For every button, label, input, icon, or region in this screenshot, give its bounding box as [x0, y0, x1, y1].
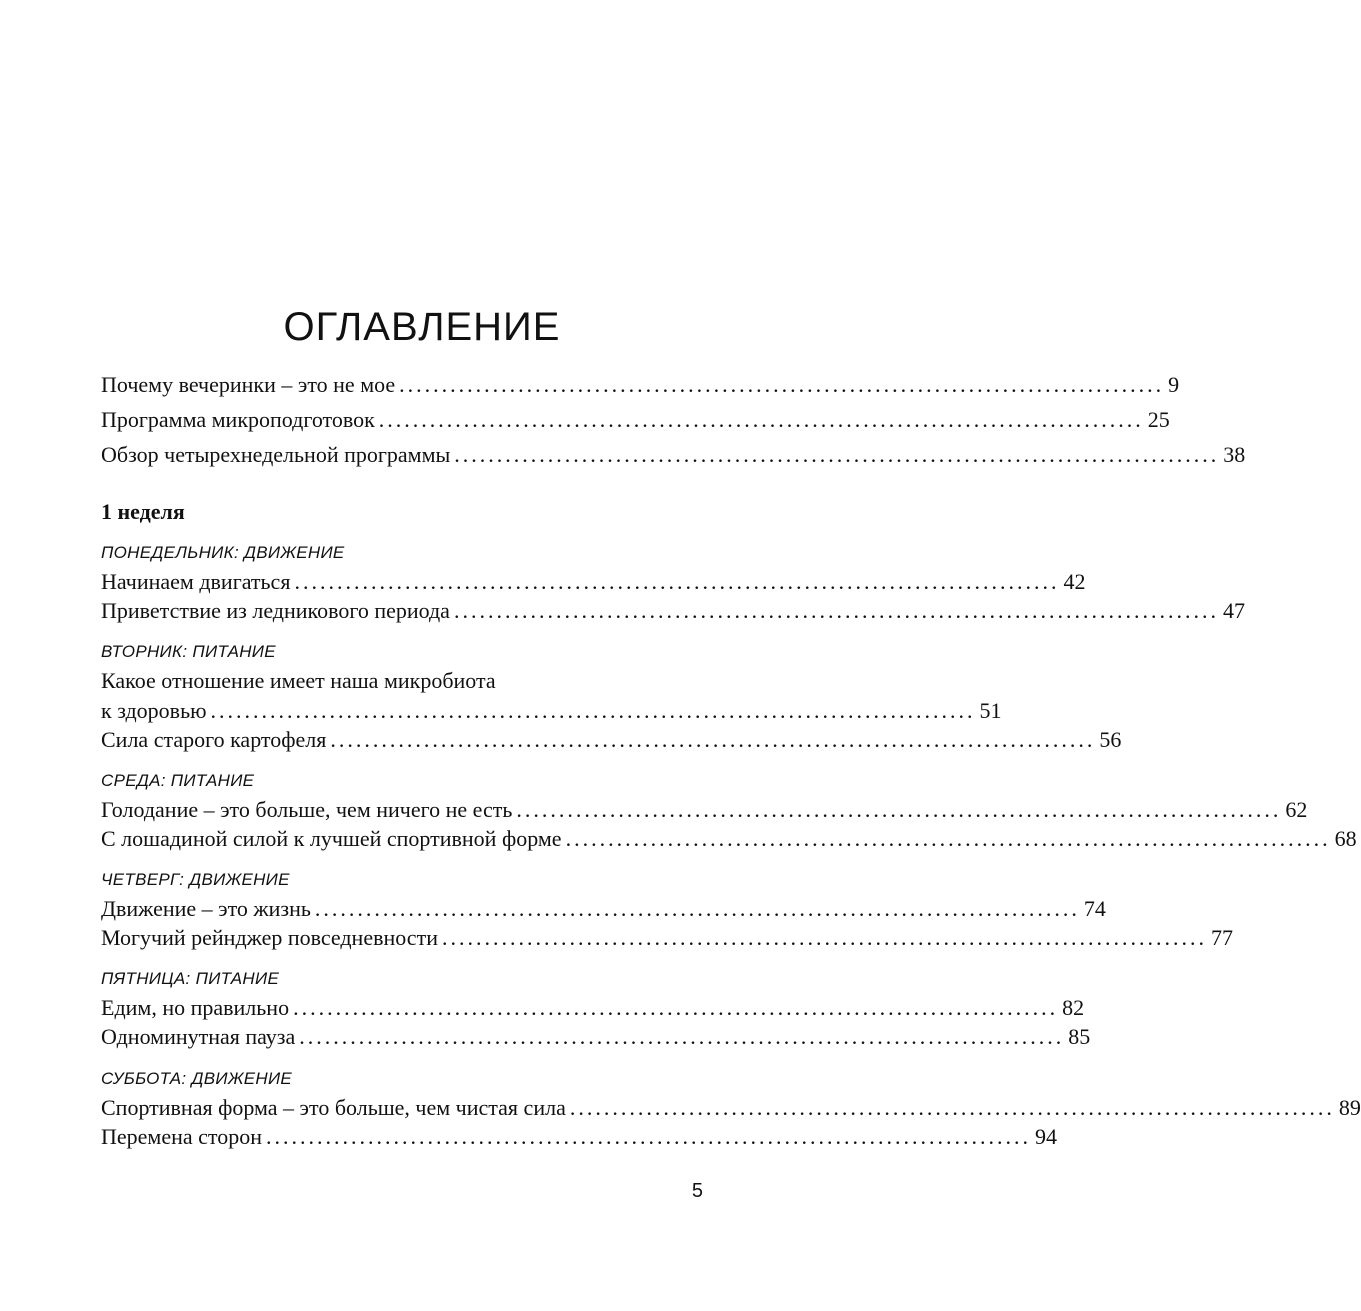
entry-page: 74	[1083, 896, 1106, 921]
entry-page: 77	[1210, 925, 1233, 950]
day-heading: ПОНЕДЕЛЬНИК: ДВИЖЕНИЕ	[101, 543, 345, 562]
toc-entry[interactable]	[101, 1022, 1091, 1051]
toc-entry[interactable]	[101, 1122, 1058, 1151]
entry-page: 47	[1222, 598, 1245, 623]
entry-page: 94	[1035, 1124, 1058, 1149]
day-heading: ЧЕТВЕРГ: ДВИЖЕНИЕ	[101, 870, 290, 889]
entry-title: С лошадиной силой к лучшей спортивной форме	[101, 826, 562, 851]
entry-page: 68	[1334, 826, 1357, 851]
entry-title: Спортивная форма – это больше, чем чистая сила	[101, 1095, 566, 1120]
toc-entry[interactable]	[101, 370, 1180, 399]
dot-leader: ..........................................................................................	[210, 698, 976, 723]
toc-entry[interactable]	[101, 405, 1170, 434]
entry-title: Сила старого картофеля	[101, 727, 327, 752]
day-heading: СРЕДА: ПИТАНИЕ	[101, 771, 255, 790]
entry-title: Почему вечеринки – это не мое	[101, 372, 396, 397]
toc-entry[interactable]	[101, 795, 1308, 824]
entry-title: Программа микроподготовок	[101, 407, 375, 432]
entry-page: 51	[979, 698, 1002, 723]
dot-leader: ..........................................................................................	[399, 372, 1165, 397]
toc-title: ОГЛАВЛЕНИЕ	[283, 304, 561, 349]
dot-leader: ..........................................................................................	[299, 1024, 1065, 1049]
entry-title: к здоровью	[101, 698, 207, 723]
dot-leader: ..........................................................................................	[330, 727, 1096, 752]
entry-title: Приветствие из ледникового периода	[101, 598, 450, 623]
toc-entry[interactable]	[101, 824, 1357, 853]
toc-entry[interactable]	[101, 725, 1122, 754]
entry-page: 42	[1063, 569, 1086, 594]
entry-page: 38	[1223, 442, 1246, 467]
entry-title-line[interactable]: Какое отношение имеет наша микробиота	[101, 668, 496, 693]
toc-entry[interactable]	[101, 440, 1246, 469]
dot-leader: ..........................................................................................	[441, 925, 1207, 950]
dot-leader: ..........................................................................................	[516, 797, 1282, 822]
toc-entry[interactable]	[101, 567, 1086, 596]
entry-title: Начинаем двигаться	[101, 569, 291, 594]
toc-entry[interactable]	[101, 696, 1002, 725]
day-heading: СУББОТА: ДВИЖЕНИЕ	[101, 1069, 293, 1088]
dot-leader: ..........................................................................................	[565, 826, 1331, 851]
entry-title: Могучий рейнджер повседневности	[101, 925, 438, 950]
toc-entry[interactable]	[101, 1093, 1361, 1122]
dot-leader: ..........................................................................................	[569, 1095, 1335, 1120]
entry-page: 25	[1147, 407, 1170, 432]
entry-title: Обзор четырехнедельной программы	[101, 442, 451, 467]
entry-page: 82	[1062, 995, 1085, 1020]
entry-page: 56	[1099, 727, 1122, 752]
dot-leader: ..........................................................................................	[378, 407, 1144, 432]
toc-entry[interactable]	[101, 894, 1106, 923]
day-heading: ВТОРНИК: ПИТАНИЕ	[101, 642, 276, 661]
week-heading: 1 неделя	[101, 499, 185, 524]
dot-leader: ..........................................................................................	[266, 1124, 1032, 1149]
dot-leader: ..........................................................................................	[294, 569, 1060, 594]
entry-title: Голодание – это больше, чем ничего не есть	[101, 797, 513, 822]
entry-title: Едим, но правильно	[101, 995, 290, 1020]
entry-page: 62	[1285, 797, 1308, 822]
entry-title: Движение – это жизнь	[101, 896, 311, 921]
dot-leader: ..........................................................................................	[453, 598, 1219, 623]
entry-title: Одноминутная пауза	[101, 1024, 296, 1049]
toc-entry[interactable]	[101, 596, 1245, 625]
page-number: 5	[691, 1180, 703, 1202]
toc-entry[interactable]	[101, 993, 1085, 1022]
entry-page: 89	[1338, 1095, 1361, 1120]
dot-leader: ..........................................................................................	[454, 442, 1220, 467]
dot-leader: ..........................................................................................	[314, 896, 1080, 921]
toc-entry[interactable]	[101, 923, 1233, 952]
dot-leader: ..........................................................................................	[293, 995, 1059, 1020]
entry-title: Перемена сторон	[101, 1124, 263, 1149]
entry-page: 85	[1068, 1024, 1091, 1049]
entry-page: 9	[1168, 372, 1180, 397]
day-heading: ПЯТНИЦА: ПИТАНИЕ	[101, 969, 280, 988]
